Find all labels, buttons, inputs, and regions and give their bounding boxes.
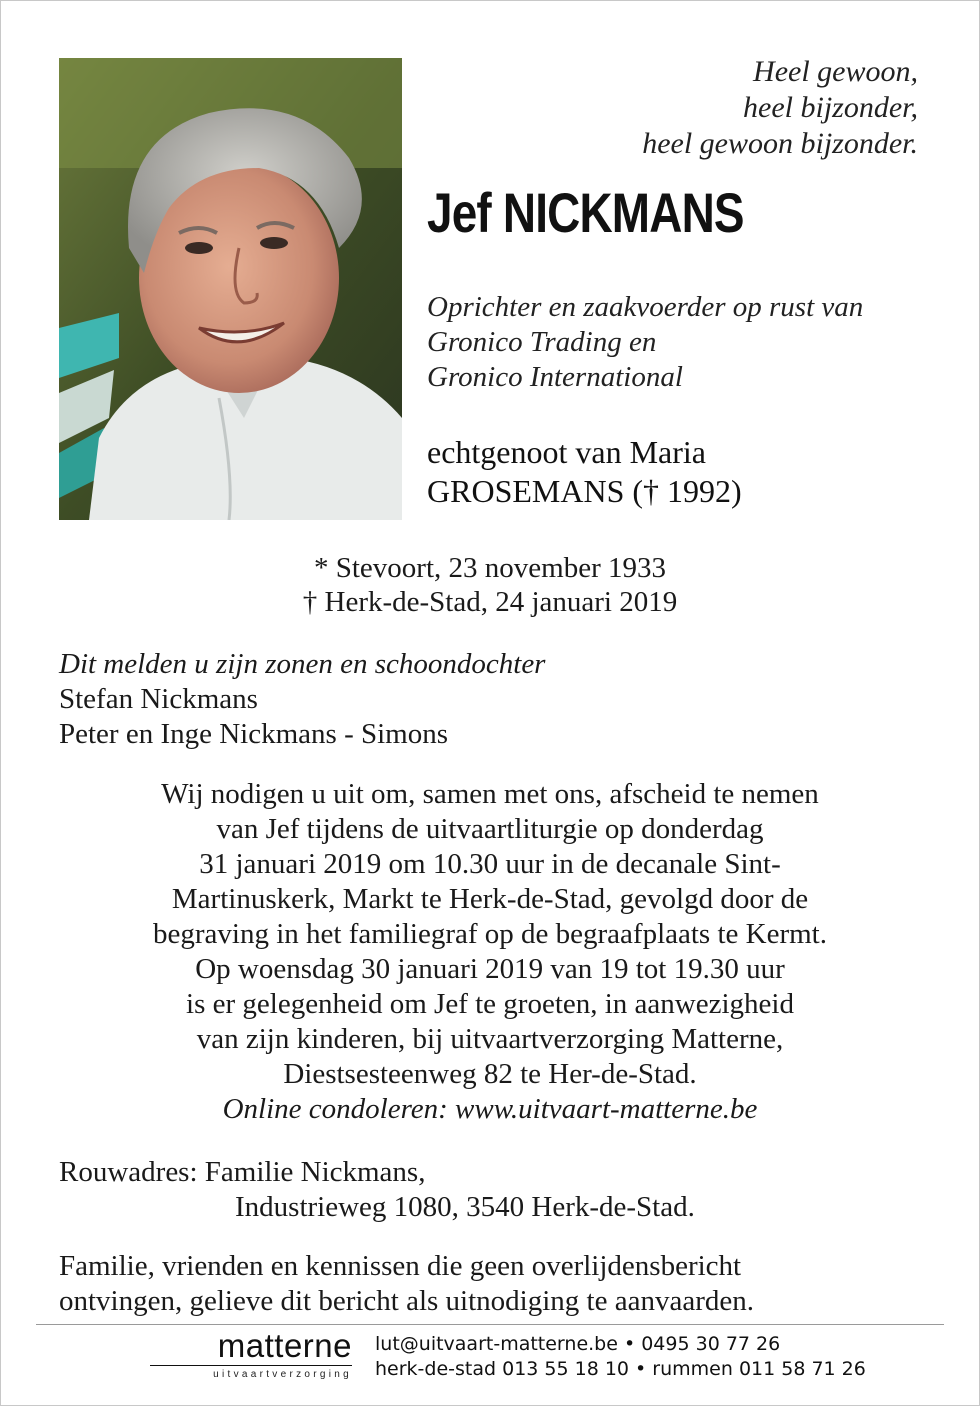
family-intro: Dit melden u zijn zonen en schoondochter xyxy=(59,648,546,680)
closing-line: Familie, vrienden en kennissen die geen overlijdensbericht xyxy=(59,1250,742,1282)
portrait-photo xyxy=(59,58,402,520)
logo-subtitle: uitvaartverzorging xyxy=(213,1369,352,1380)
invitation-line: begraving in het familiegraf op de begraafplaats te Kermt. xyxy=(153,918,827,950)
footer-contact xyxy=(375,1332,935,1382)
closing-line: ontvingen, gelieve dit bericht als uitnodiging te aanvaarden. xyxy=(59,1285,754,1317)
invitation-line: Wij nodigen u uit om, samen met ons, afscheid te nemen xyxy=(161,778,819,810)
spouse-line: GROSEMANS († 1992) xyxy=(427,473,742,509)
motto xyxy=(458,54,918,162)
motto-line: heel gewoon bijzonder. xyxy=(642,127,918,160)
invitation-line: 31 januari 2019 om 10.30 uur in de decanale Sint- xyxy=(199,848,781,880)
family-announcement xyxy=(59,647,919,752)
contact-line: herk-de-stad 013 55 18 10 • rummen 011 58 71 26 xyxy=(375,1358,866,1380)
invitation-line: Diestsesteenweg 82 te Her-de-Stad. xyxy=(283,1058,697,1090)
closing-note xyxy=(59,1249,939,1319)
invitation-line: is er gelegenheid om Jef te groeten, in aanwezigheid xyxy=(186,988,794,1020)
invitation-line: Op woensdag 30 januari 2019 van 19 tot 19.30 uur xyxy=(195,953,785,985)
spouse-info xyxy=(427,433,927,511)
family-member: Peter en Inge Nickmans - Simons xyxy=(59,718,449,750)
deceased-role xyxy=(427,290,927,395)
deceased-name: Jef NICKMANS xyxy=(427,181,744,244)
role-line: Gronico Trading en xyxy=(427,326,657,358)
birth-date: * Stevoort, 23 november 1933 xyxy=(314,552,666,584)
invitation-line: van Jef tijdens de uitvaartliturgie op donderdag xyxy=(216,813,764,845)
mourning-address-line: Industrieweg 1080, 3540 Herk-de-Stad. xyxy=(235,1191,695,1223)
motto-line: Heel gewoon, xyxy=(753,55,918,88)
logo-wordmark: matterne xyxy=(217,1327,352,1364)
death-date: † Herk-de-Stad, 24 januari 2019 xyxy=(302,586,678,618)
footer-divider xyxy=(36,1324,944,1325)
invitation-line: van zijn kinderen, bij uitvaartverzorging Matterne, xyxy=(196,1023,784,1055)
funeral-invitation xyxy=(40,777,940,1127)
mourning-address-line: Rouwadres: Familie Nickmans, xyxy=(59,1156,426,1188)
spouse-line: echtgenoot van Maria xyxy=(427,434,706,470)
online-condolence-link[interactable]: Online condoleren: www.uitvaart-matterne.be xyxy=(222,1093,758,1125)
role-line: Gronico International xyxy=(427,361,683,393)
mourning-address xyxy=(59,1155,919,1225)
matterne-logo xyxy=(150,1328,352,1380)
invitation-line: Martinuskerk, Markt te Herk-de-Stad, gevolgd door de xyxy=(171,883,809,915)
contact-line[interactable]: lut@uitvaart-matterne.be • 0495 30 77 26 xyxy=(375,1333,781,1355)
logo-underline xyxy=(150,1365,352,1366)
family-member: Stefan Nickmans xyxy=(59,683,258,715)
life-dates xyxy=(0,551,980,619)
motto-line: heel bijzonder, xyxy=(743,91,918,124)
role-line: Oprichter en zaakvoerder op rust van xyxy=(427,291,864,323)
